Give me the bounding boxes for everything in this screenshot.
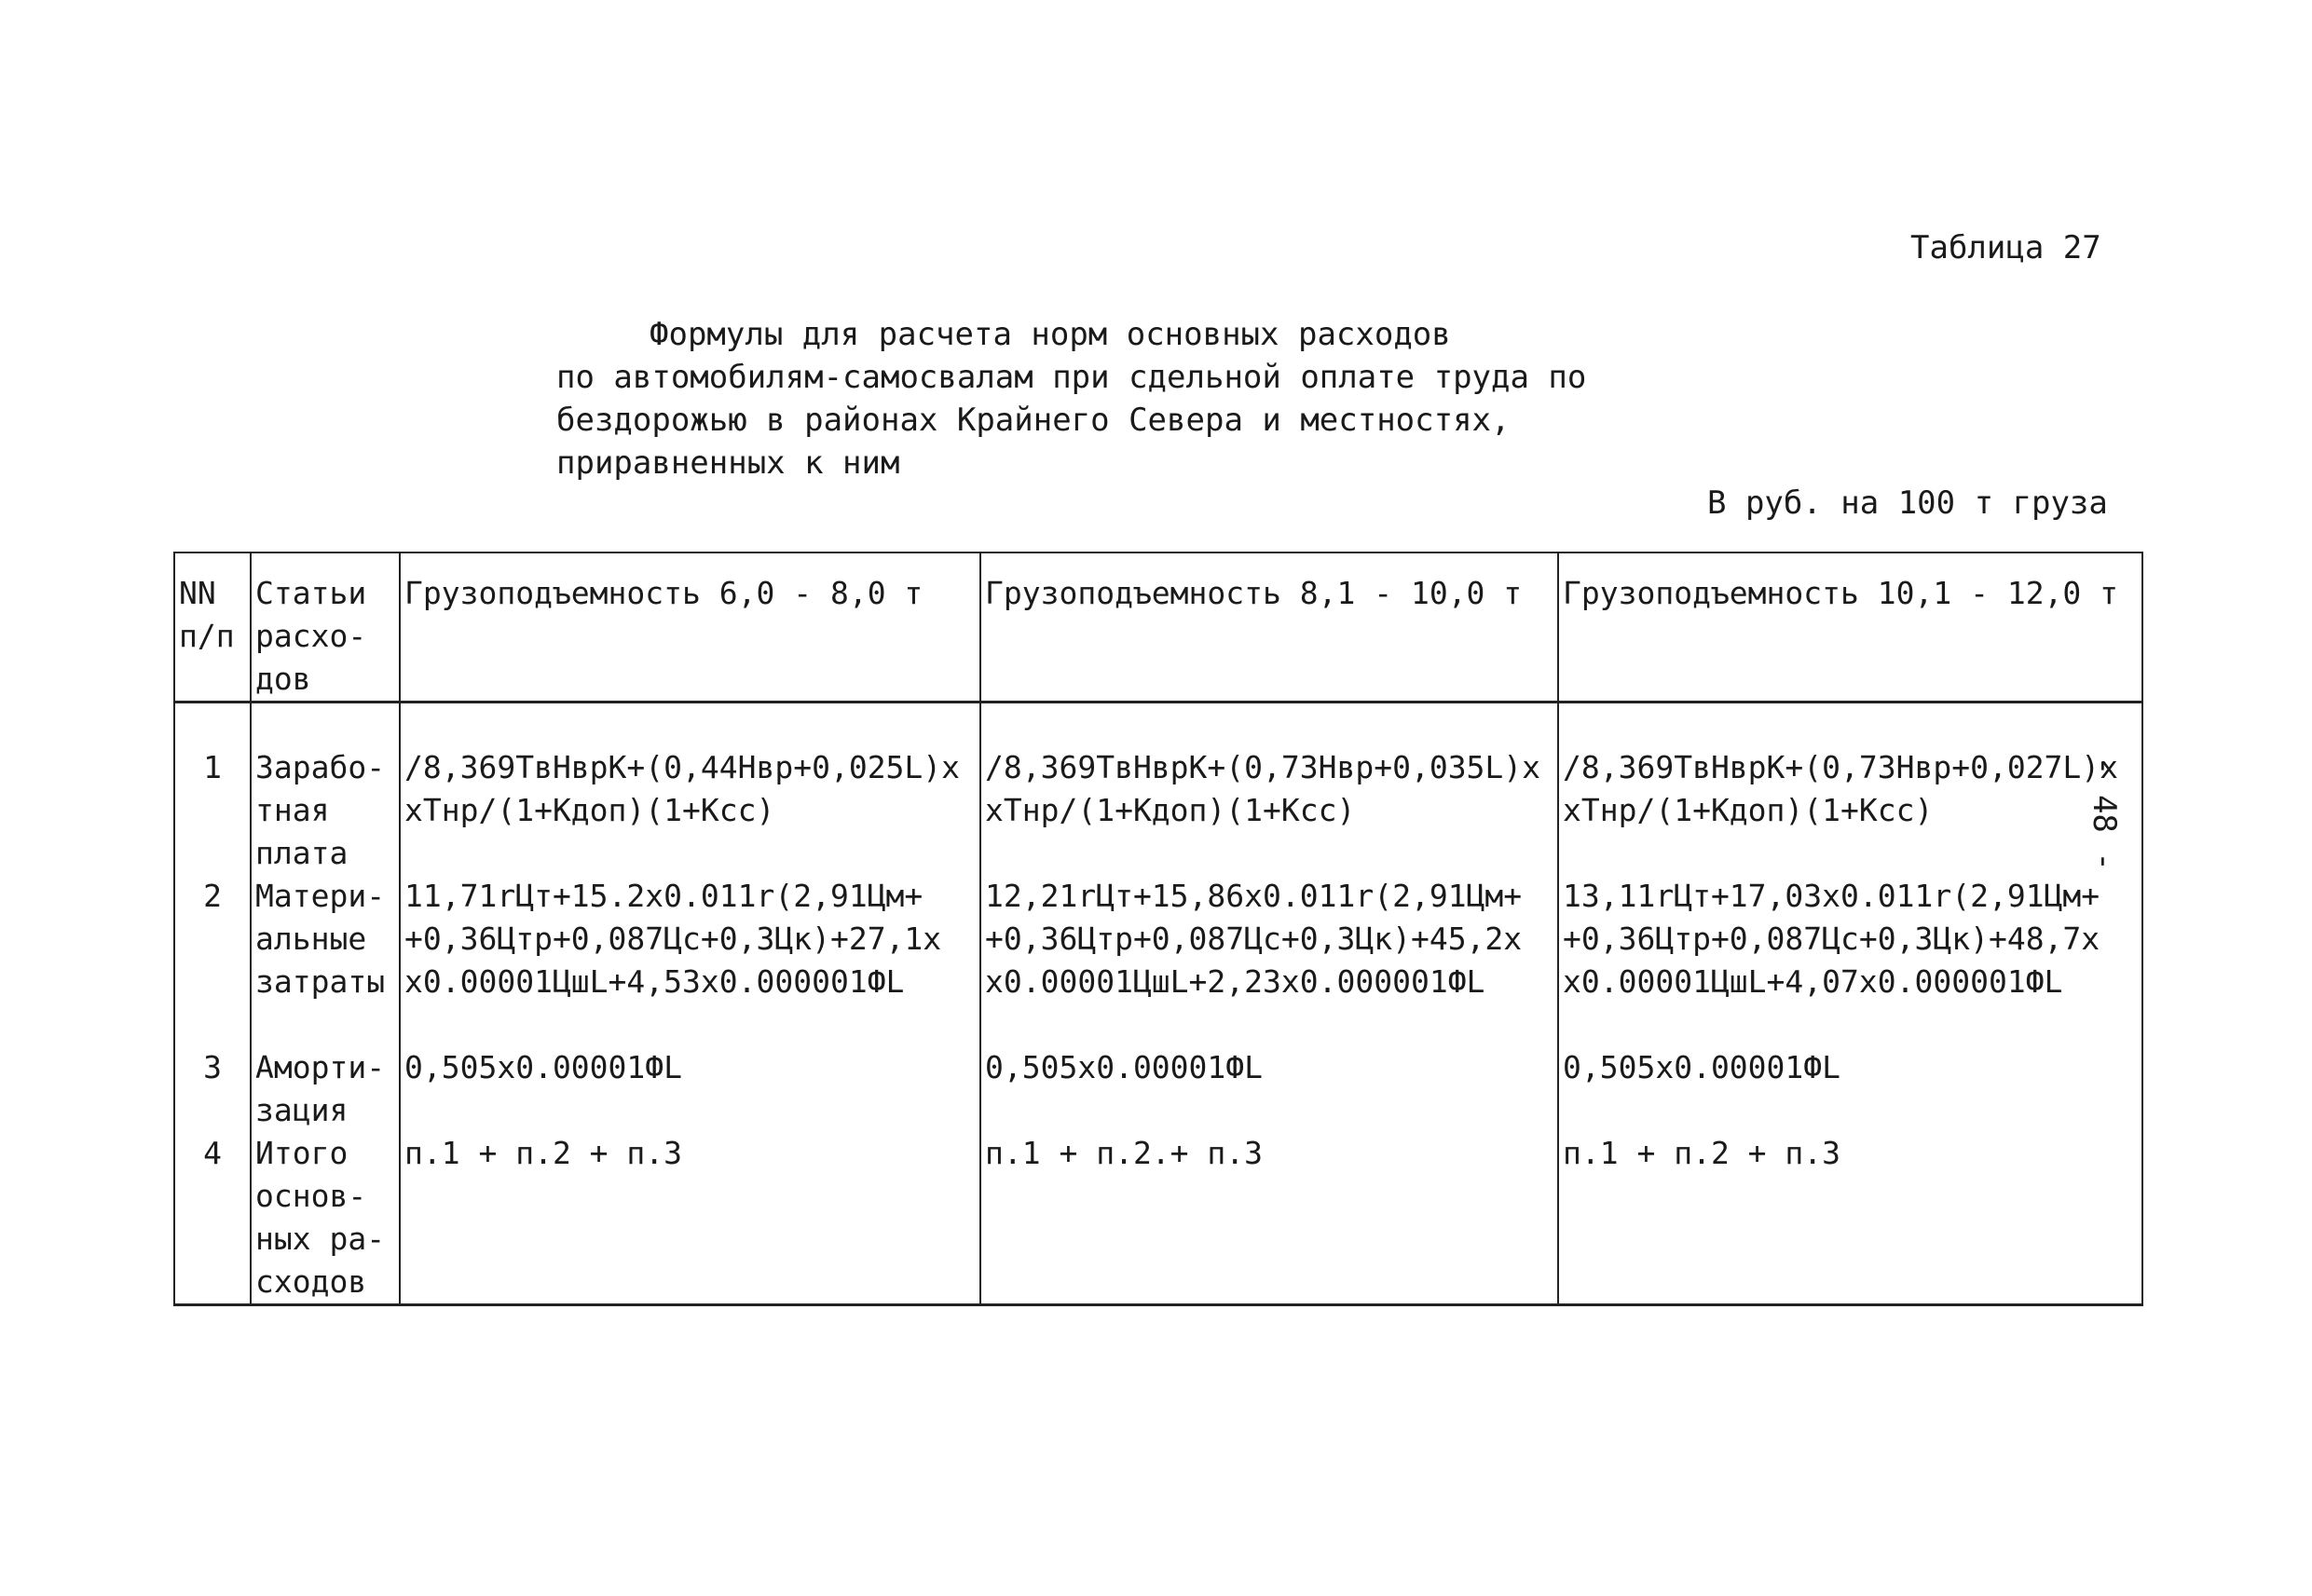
units-note: В руб. на 100 т груза (1707, 484, 2108, 522)
row-num: 2 (174, 875, 251, 1003)
table-header-row (174, 552, 2142, 703)
document-title (556, 313, 1586, 484)
row-item: Матери- альные затраты (251, 875, 400, 1003)
header-capacity-3: Грузоподъемность 10,1 - 12,0 т (1558, 552, 2142, 703)
table-row (174, 1003, 2142, 1132)
table-row (174, 1132, 2142, 1305)
header-capacity-2: Грузоподъемность 8,1 - 10,0 т (980, 552, 1558, 703)
title-line: по автомобилям-самосвалам при сдельной оплате труда по (556, 359, 1587, 396)
row-num: 3 (174, 1003, 251, 1132)
row-formula-1: п.1 + п.2 + п.3 (400, 1132, 980, 1305)
row-formula-3: 0,505х0.00001ФL (1558, 1003, 2142, 1132)
header-item: Статьи расхо- дов (251, 552, 400, 703)
table-row (174, 703, 2142, 876)
row-formula-3: п.1 + п.2 + п.3 (1558, 1132, 2142, 1305)
row-item: Зарабо- тная плата (251, 703, 400, 876)
title-line: бездорожью в районах Крайнего Севера и местностях, (556, 402, 1511, 439)
norms-table (173, 552, 2143, 1306)
page-number: - 48 - (2086, 757, 2123, 871)
row-num: 4 (174, 1132, 251, 1305)
row-formula-2: 0,505х0.00001ФL (980, 1003, 1558, 1132)
header-num: NN п/п (174, 552, 251, 703)
row-formula-1: 0,505х0.00001ФL (400, 1003, 980, 1132)
row-formula-2: п.1 + п.2.+ п.3 (980, 1132, 1558, 1305)
row-item: Итого основ- ных ра- сходов (251, 1132, 400, 1305)
row-formula-3: 13,11rЦт+17,03х0.011r(2,91Цм+ +0,36Цтр+0,087Цс+0,3Цк)+48,7х х0.00001ЦшL+4,07х0.000001ФL (1558, 875, 2142, 1003)
row-item: Аморти- зация (251, 1003, 400, 1132)
row-formula-3: /8,369ТвНврК+(0,73Нвр+0,027L)х хТнр/(1+Кдоп)(1+Ксс) (1558, 703, 2142, 876)
row-formula-2: 12,21rЦт+15,86х0.011r(2,91Цм+ +0,36Цтр+0,087Цс+0,3Цк)+45,2х х0.00001ЦшL+2,23х0.000001ФL (980, 875, 1558, 1003)
row-formula-2: /8,369ТвНврК+(0,73Нвр+0,035L)х хТнр/(1+Кдоп)(1+Ксс) (980, 703, 1558, 876)
title-line: Формулы для расчета норм основных расходов (650, 316, 1451, 353)
title-line: приравненных к ним (556, 444, 900, 482)
table-row (174, 875, 2142, 1003)
row-num: 1 (174, 703, 251, 876)
row-formula-1: 11,71rЦт+15.2х0.011r(2,91Цм+ +0,36Цтр+0,087Цс+0,3Цк)+27,1х х0.00001ЦшL+4,53х0.000001ФL (400, 875, 980, 1003)
row-formula-1: /8,369ТвНврК+(0,44Нвр+0,025L)х хТнр/(1+Кдоп)(1+Ксс) (400, 703, 980, 876)
table-label: Таблица 27 (1910, 229, 2101, 266)
header-capacity-1: Грузоподъемность 6,0 - 8,0 т (400, 552, 980, 703)
